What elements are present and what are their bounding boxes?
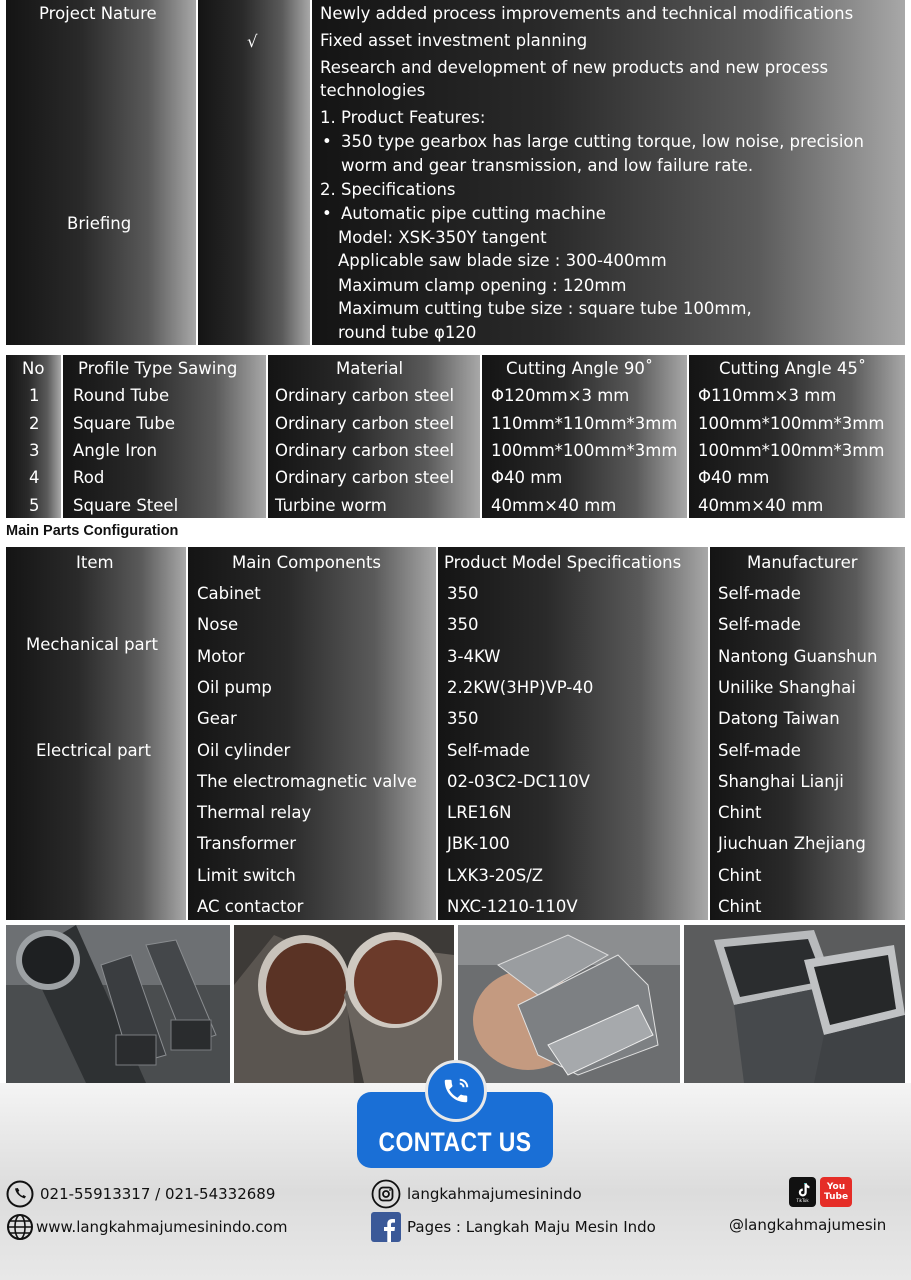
col-model: [438, 547, 708, 920]
spec-cell-no: 4: [29, 468, 40, 487]
tiktok-label: TikTok: [796, 1198, 809, 1203]
parts-cell-model: 2.2KW(3HP)VP-40: [447, 677, 594, 697]
parts-cell-component: Motor: [197, 646, 245, 666]
parts-cell-component: Oil pump: [197, 677, 272, 697]
spec-header-material: Material: [336, 359, 404, 378]
spec-cell-angle90: 100mm*100mm*3mm: [491, 441, 678, 460]
spec-cell-profile: Square Steel: [73, 496, 179, 515]
spec-cell-angle90: 40mm×40 mm: [491, 496, 617, 515]
spec-cell-material: Ordinary carbon steel: [275, 468, 455, 487]
header-model: Product Model Specifications: [444, 553, 682, 572]
parts-cell-component: Transformer: [197, 834, 297, 854]
parts-config-table: [6, 547, 905, 920]
nature-line: Research and development of new products and new process: [320, 58, 829, 77]
parts-cell-manufacturer: Self-made: [718, 615, 801, 635]
parts-cell-model: LXK3-20S/Z: [447, 865, 544, 885]
parts-cell-component: Thermal relay: [197, 803, 312, 823]
parts-cell-model: 02-03C2-DC110V: [447, 771, 590, 791]
parts-cell-manufacturer: Self-made: [718, 740, 801, 760]
parts-cell-manufacturer: Self-made: [718, 584, 801, 603]
spec-cell-no: 3: [29, 441, 40, 460]
briefing-label: Briefing: [67, 214, 132, 233]
group-mechanical: Mechanical part: [26, 635, 158, 654]
spec-cell-material: Ordinary carbon steel: [275, 441, 455, 460]
col-item: [6, 547, 186, 920]
facebook-page: Pages : Langkah Maju Mesin Indo: [407, 1218, 656, 1236]
spec-cell-profile: Angle Iron: [73, 441, 158, 460]
briefing-line: 2. Specifications: [320, 180, 456, 199]
parts-cell-manufacturer: Chint: [718, 803, 762, 823]
spec-cell-profile: Round Tube: [73, 386, 170, 405]
facebook-icon: [371, 1212, 401, 1242]
spec-cell-angle45: 100mm*100mm*3mm: [698, 414, 885, 433]
spec-header-angle45: Cutting Angle 45˚: [719, 359, 867, 378]
parts-cell-component: Gear: [197, 709, 237, 729]
instagram-link[interactable]: [371, 1179, 582, 1209]
phone-icon: [6, 1180, 34, 1208]
social-icons: [789, 1177, 852, 1207]
parts-cell-manufacturer: Jiuchuan Zhejiang: [718, 834, 866, 854]
briefing-line: 1. Product Features:: [320, 108, 486, 127]
photo-square-tubes: [684, 925, 905, 1083]
tiktok-icon[interactable]: [789, 1177, 816, 1207]
project-info-section: [6, 0, 905, 345]
social-handle[interactable]: @langkahmajumesin: [729, 1216, 887, 1234]
briefing-line: Automatic pipe cutting machine: [341, 204, 606, 223]
facebook-link[interactable]: [371, 1212, 656, 1242]
spec-cell-angle45: Φ40 mm: [698, 468, 770, 487]
spec-cell-angle45: 40mm×40 mm: [698, 496, 824, 515]
project-nature-label: Project Nature: [39, 4, 157, 23]
youtube-icon[interactable]: [820, 1177, 852, 1207]
parts-cell-manufacturer: Shanghai Lianji: [718, 771, 844, 791]
col-angle45: [689, 355, 905, 518]
briefing-line: Model: XSK-350Y tangent: [338, 228, 547, 247]
globe-icon: [6, 1213, 34, 1241]
parts-cell-component: Nose: [197, 615, 239, 635]
parts-cell-manufacturer: Nantong Guanshun: [718, 646, 878, 666]
bullet: •: [322, 204, 332, 223]
header-item: Item: [76, 553, 114, 572]
phone-icon: [425, 1060, 487, 1122]
briefing-line: worm and gear transmission, and low failure rate.: [341, 156, 754, 175]
photo-angle-iron: [458, 925, 680, 1083]
parts-cell-manufacturer: Datong Taiwan: [718, 709, 840, 729]
parts-cell-model: 3-4KW: [447, 646, 501, 666]
spec-cell-angle45: Φ110mm×3 mm: [698, 386, 837, 405]
spec-cell-angle45: 100mm*100mm*3mm: [698, 441, 885, 460]
spec-cell-no: 5: [29, 496, 40, 515]
col-angle90: [482, 355, 687, 518]
col-no: [6, 355, 61, 518]
contact-us-label: CONTACT US: [378, 1127, 532, 1157]
phone-number: 021-55913317 / 021-54332689: [40, 1185, 276, 1203]
parts-cell-model: Self-made: [447, 740, 530, 760]
spec-cell-material: Ordinary carbon steel: [275, 386, 455, 405]
photo-round-tube-ends: [234, 925, 454, 1083]
spec-header-profile: Profile Type Sawing: [78, 359, 238, 378]
check-column: [198, 0, 310, 345]
nature-line: Fixed asset investment planning: [320, 31, 588, 50]
parts-cell-component: Cabinet: [197, 584, 261, 603]
spec-cell-profile: Square Tube: [73, 414, 175, 433]
spec-header-angle90: Cutting Angle 90˚: [506, 359, 654, 378]
parts-cell-model: LRE16N: [447, 803, 512, 823]
parts-cell-manufacturer: Chint: [718, 865, 762, 885]
header-manufacturer: Manufacturer: [747, 553, 858, 572]
parts-cell-component: Oil cylinder: [197, 740, 291, 760]
spec-cell-angle90: Φ40 mm: [491, 468, 563, 487]
label-column: [6, 0, 196, 345]
parts-cell-component: AC contactor: [197, 897, 304, 916]
youtube-label: You Tube: [824, 1182, 849, 1202]
briefing-line: round tube φ120: [338, 323, 477, 342]
nature-line: technologies: [320, 81, 426, 100]
spec-cell-material: Turbine worm: [275, 496, 387, 515]
spec-cell-no: 2: [29, 414, 40, 433]
photo-round-tubes: [6, 925, 230, 1083]
briefing-line: Maximum clamp opening : 120mm: [338, 276, 627, 295]
check-mark: √: [247, 32, 258, 51]
briefing-line: Maximum cutting tube size : square tube 100mm,: [338, 299, 752, 318]
briefing-line: 350 type gearbox has large cutting torque, low noise, precision: [341, 132, 864, 151]
parts-cell-model: 350: [447, 615, 479, 635]
cutting-spec-table: [6, 355, 905, 518]
main-parts-title: Main Parts Configuration: [6, 523, 179, 539]
instagram-icon: [371, 1179, 401, 1209]
parts-cell-component: Limit switch: [197, 865, 296, 885]
group-electrical: Electrical part: [36, 741, 151, 760]
parts-cell-model: NXC-1210-110V: [447, 897, 578, 916]
spec-header-no: No: [22, 359, 45, 378]
col-material: [268, 355, 480, 518]
website-link[interactable]: [6, 1213, 287, 1241]
parts-cell-model: JBK-100: [447, 834, 510, 854]
parts-cell-manufacturer: Unilike Shanghai: [718, 677, 856, 697]
content-column: [312, 0, 905, 345]
spec-cell-profile: Rod: [73, 468, 105, 487]
website-url: www.langkahmajumesinindo.com: [36, 1218, 288, 1236]
parts-cell-manufacturer: Chint: [718, 897, 762, 916]
instagram-handle: langkahmajumesinindo: [407, 1185, 582, 1203]
briefing-line: Applicable saw blade size : 300-400mm: [338, 251, 667, 270]
phone-contact[interactable]: [6, 1180, 275, 1208]
parts-cell-model: 350: [447, 584, 479, 603]
parts-cell-component: The electromagnetic valve: [197, 771, 417, 791]
col-profile: [63, 355, 266, 518]
spec-cell-no: 1: [29, 386, 40, 405]
spec-cell-angle90: 110mm*110mm*3mm: [491, 414, 678, 433]
spec-cell-angle90: Φ120mm×3 mm: [491, 386, 630, 405]
nature-line: Newly added process improvements and technical modifications: [320, 4, 854, 23]
parts-cell-model: 350: [447, 709, 479, 729]
spec-cell-material: Ordinary carbon steel: [275, 414, 455, 433]
header-components: Main Components: [232, 553, 382, 572]
bullet: •: [322, 132, 332, 151]
